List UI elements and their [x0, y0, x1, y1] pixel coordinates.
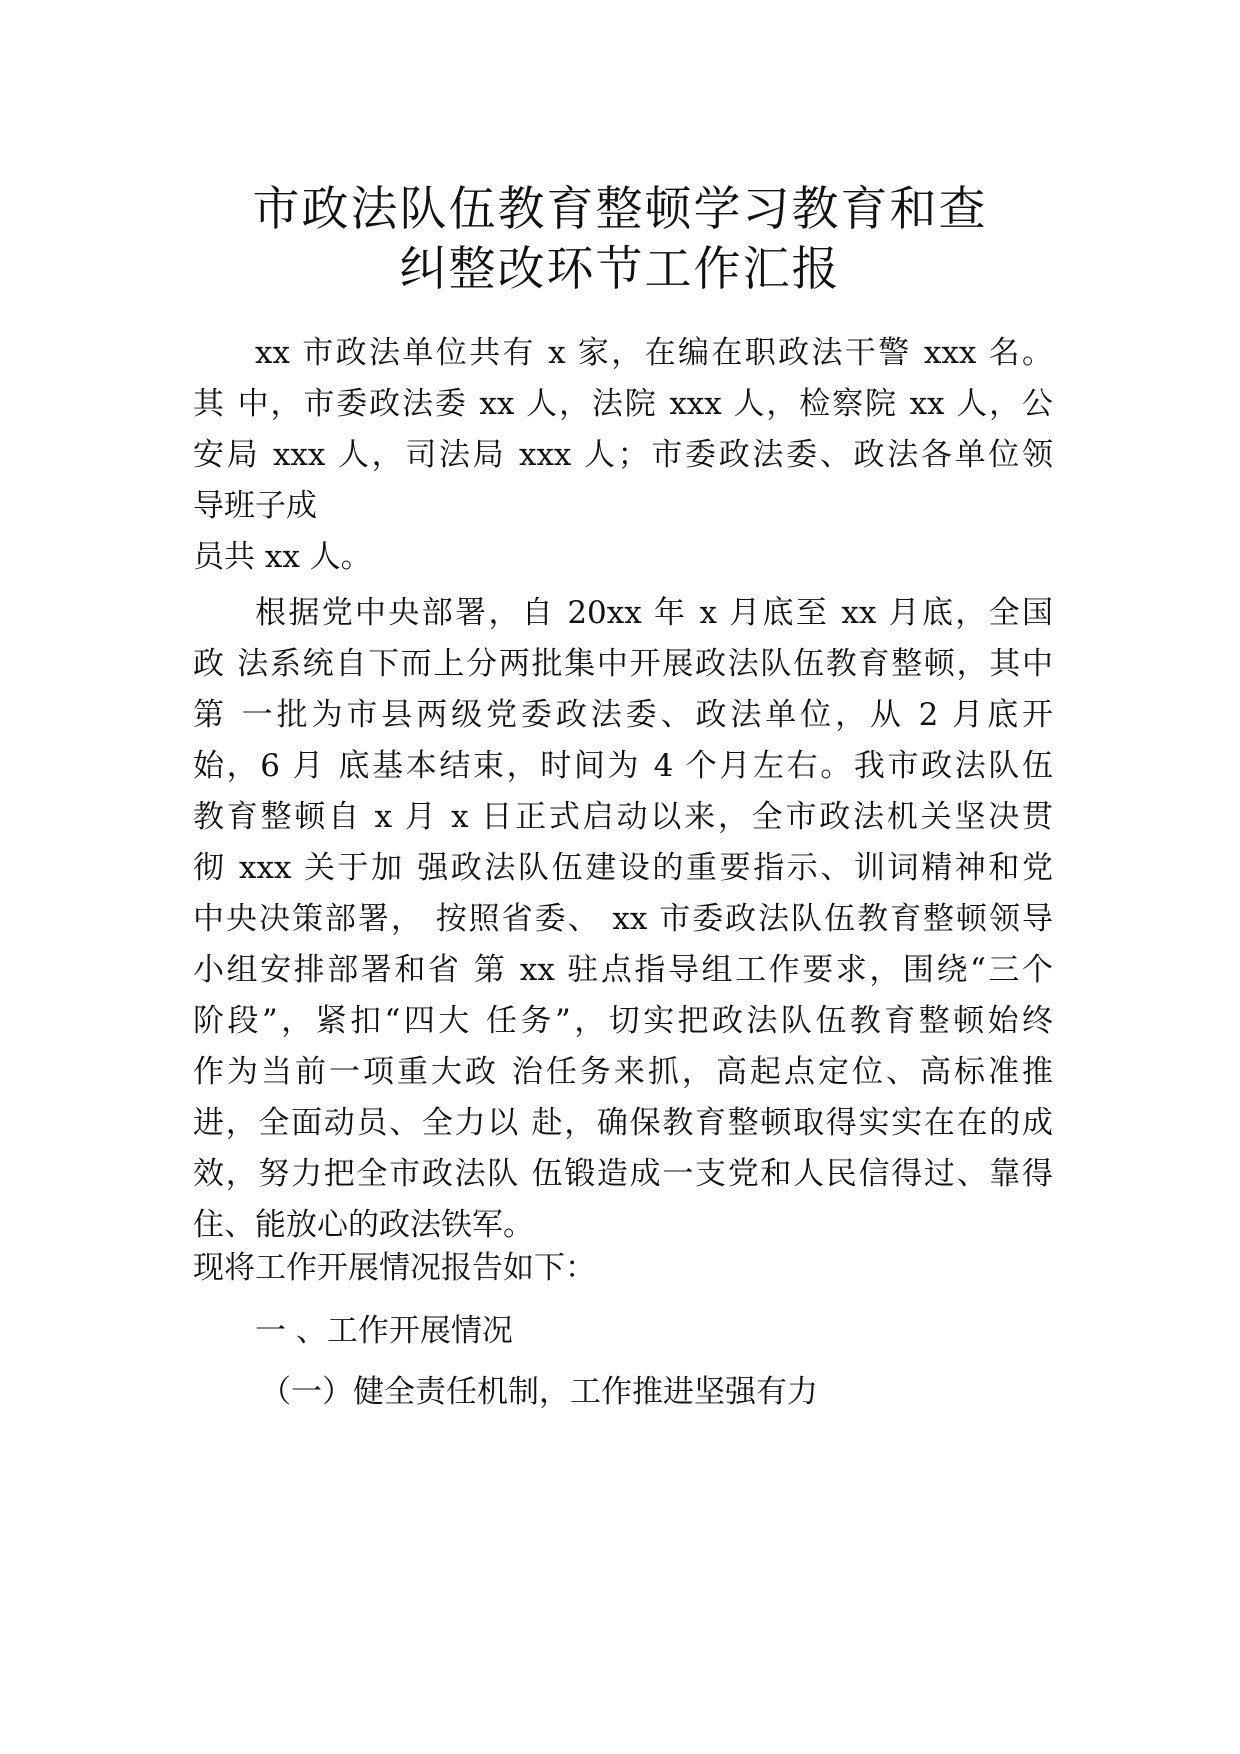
paragraph-2-line: 始，6 月 底基本结束，时间为 4 个月左右。我市政法队伍	[193, 748, 1053, 784]
paragraph-2-line: 第 一批为市县两级党委政法委、政法单位，从 2 月底开	[193, 697, 1053, 733]
paragraph-1-line: 其 中，市委政法委 xx 人，法院 xxx 人，检察院 xx 人，公	[193, 386, 1053, 422]
paragraph-1-line: xx 市政法单位共有 x 家，在编在职政法干警 xxx 名。	[255, 335, 1053, 371]
section-heading: 一 、工作开展情况	[255, 1313, 513, 1349]
paragraph-2-line: 作为当前一项重大政 治任务来抓，高起点定位、高标准推	[193, 1054, 1053, 1090]
document-title-line-1: 市政法队伍教育整顿学习教育和查	[252, 182, 988, 237]
paragraph-1-line: 员共 xx 人。	[193, 539, 372, 575]
paragraph-2-line: 彻 xxx 关于加 强政法队伍建设的重要指示、训词精神和党	[193, 850, 1053, 886]
paragraph-2-line: 小组安排部署和省 第 xx 驻点指导组工作要求，围绕“三个	[193, 952, 1053, 988]
document-title-line-2: 纠整改环节工作汇报	[399, 242, 841, 297]
paragraph-2-line: 进，全面动员、全力以 赴，确保教育整顿取得实实在在的成	[193, 1105, 1053, 1141]
paragraph-2-line: 现将工作开展情况报告如下：	[193, 1250, 596, 1286]
paragraph-2-line: 效，努力把全市政法队 伍锻造成一支党和人民信得过、靠得	[193, 1156, 1053, 1192]
paragraph-2-line: 阶段”，紧扣“四大 任务”，切实把政法队伍教育整顿始终	[193, 1003, 1053, 1039]
subsection-heading: （一）健全责任机制，工作推进坚强有力	[260, 1374, 818, 1410]
paragraph-2-line: 住、能放心的政法铁军。	[193, 1207, 534, 1243]
paragraph-1-line: 导班子成	[193, 488, 317, 524]
paragraph-1-line: 安局 xxx 人，司法局 xxx 人；市委政法委、政法各单位领	[193, 437, 1053, 473]
paragraph-2-line: 教育整顿自 x 月 x 日正式启动以来，全市政法机关坚决贯	[193, 799, 1053, 835]
paragraph-2-line: 政 法系统自下而上分两批集中开展政法队伍教育整顿，其中	[193, 646, 1053, 682]
paragraph-2-line: 中央决策部署， 按照省委、 xx 市委政法队伍教育整顿领导	[193, 901, 1053, 937]
paragraph-2-line: 根据党中央部署，自 20xx 年 x 月底至 xx 月底，全国	[255, 595, 1053, 631]
